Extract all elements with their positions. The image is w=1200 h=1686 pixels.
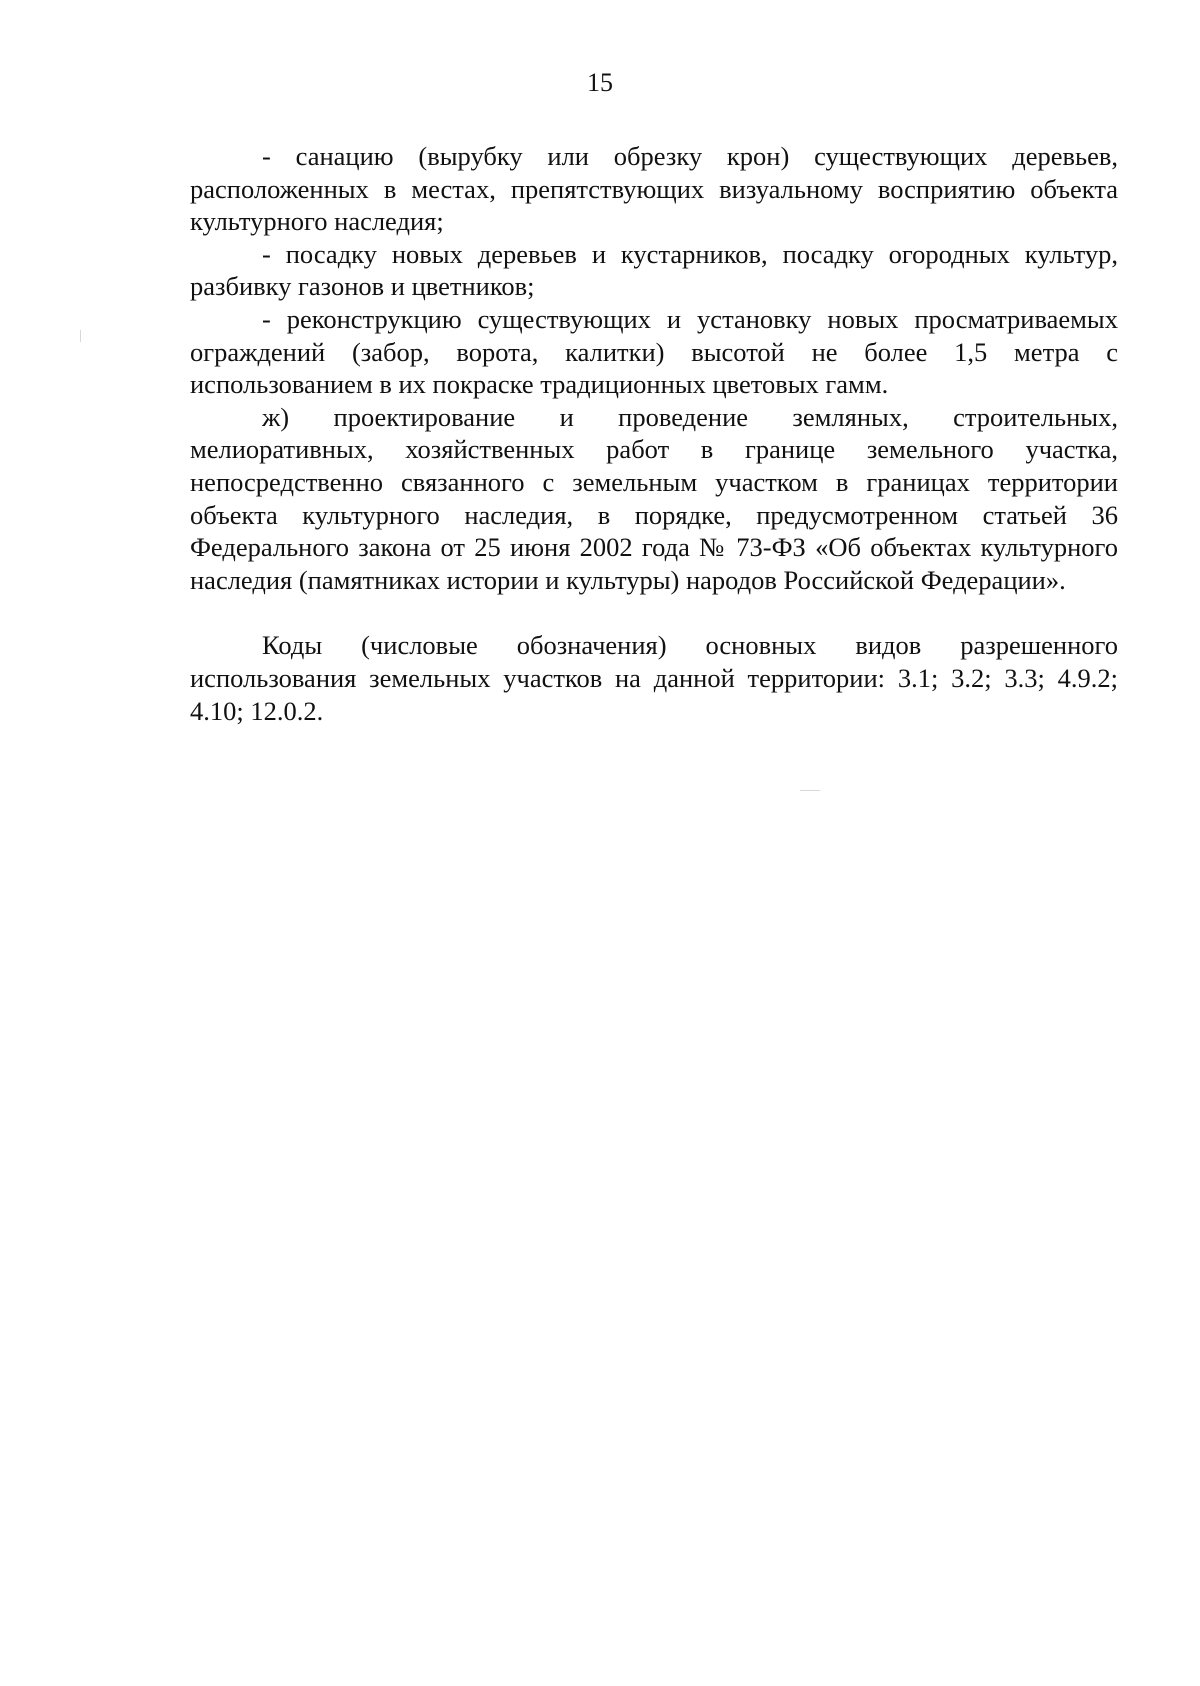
paragraph-fences: - реконструкцию существующих и установку новых просматриваемых ограждений (забор, ворота, калитки) высотой не более 1,5 метра с использованием в их покраске традиционных цветовых гамм. bbox=[190, 303, 1118, 400]
document-body bbox=[190, 140, 1118, 727]
paragraph-tree-sanitation: - санацию (вырубку или обрезку крон) существующих деревьев, расположенных в местах, препятствующих визуальному восприятию объекта культурного наследия; bbox=[190, 141, 1118, 237]
page-number: 15 bbox=[587, 68, 613, 97]
paragraph-planting: - посадку новых деревьев и кустарников, посадку огородных культур, разбивку газонов и цветников; bbox=[190, 238, 1118, 302]
scan-artifact-right bbox=[800, 790, 820, 791]
scan-artifact-left bbox=[80, 330, 81, 342]
paragraph-land-use-codes: Коды (числовые обозначения) основных видов разрешенного использования земельных участков на данной территории: 3.1; 3.2; 3.3; 4.9.2; 4.10; 12.0.2. bbox=[190, 630, 1118, 726]
paragraph-earthworks: ж) проектирование и проведение земляных, строительных, мелиоративных, хозяйственных работ в границе земельного участка, непосредственно связанного с земельным участком в границах территории объекта культурного наследия, в порядке, предусмотренном статьей 36 Федерального закона от 25 июня 2002 года № 73-ФЗ «Об объектах культурного наследия (памятниках истории и культуры) народов Российской Федерации». bbox=[190, 401, 1118, 595]
